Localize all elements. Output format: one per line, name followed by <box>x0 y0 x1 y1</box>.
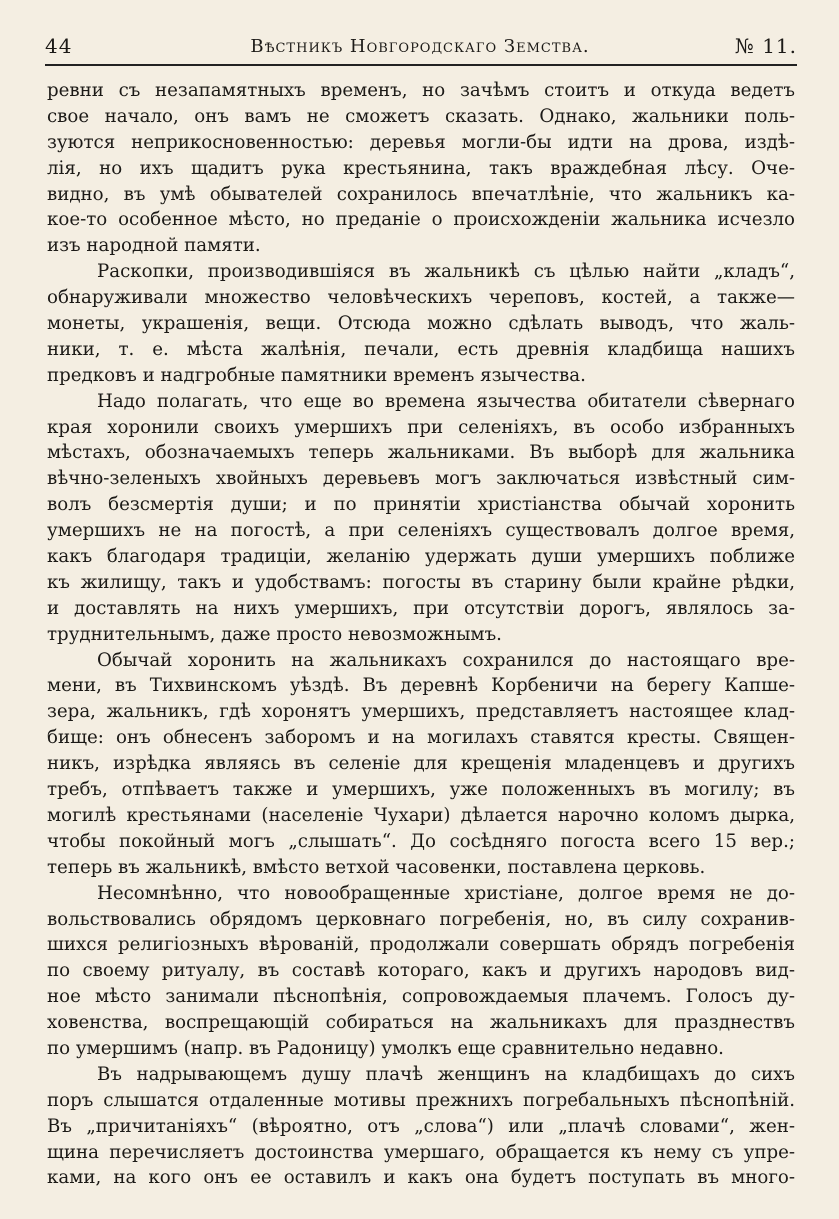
text-line: предковъ и надгробные памятники временъ язычества. <box>47 364 586 386</box>
text-line: щина перечисляетъ достоинства умершаго, обращается къ нему съ упре- <box>47 1141 795 1163</box>
text-line: ники, т. е. мѣста жалѣнія, печали, есть древнія кладбища нашихъ <box>47 338 795 360</box>
text-line: Надо полагать, что еще во времена язычества обитатели сѣвернаго <box>97 390 795 412</box>
text-line: Несомнѣнно, что новообращенные христіане, долгое время не до- <box>97 882 795 904</box>
text-line: изъ народной памяти. <box>47 235 261 257</box>
text-line: Въ надрывающемъ душу плачѣ женщинъ на кладбищахъ до сихъ <box>97 1063 795 1085</box>
text-line: волъ безсмертія души; и по принятіи христіанства обычай хоронить <box>47 494 795 516</box>
text-line: Въ „причитаніяхъ“ (вѣроятно, отъ „слова“) или „плачѣ словами“, жен- <box>47 1115 795 1137</box>
text-line: къ жилищу, такъ и удобствамъ: погосты въ старину были крайне рѣдки, <box>47 571 795 593</box>
text-line: видно, въ умѣ обывателей сохранилось впечатлѣніе, что жальникъ ка- <box>47 183 795 205</box>
text-line: края хоронили своихъ умершихъ при селеніяхъ, въ особо избранныхъ <box>47 416 795 438</box>
text-line: лія, но ихъ щадитъ рука крестьянина, такъ враждебная лѣсу. Оче- <box>47 157 795 179</box>
text-line: требъ, отпѣваетъ также и умершихъ, уже положенныхъ въ могилу; въ <box>47 779 795 801</box>
text-line: бище: онъ обнесенъ заборомъ и на могилахъ ставятся кресты. Священ- <box>47 727 795 749</box>
text-line: какъ благодаря традиціи, желанію удержать души умершихъ поближе <box>47 546 795 568</box>
text-line: обнаруживали множество человѣческихъ череповъ, костей, а также— <box>47 287 795 309</box>
text-line: поръ слышатся отдаленные мотивы прежнихъ погребальныхъ пѣснопѣній. <box>47 1089 795 1111</box>
text-line: зуются неприкосновенностью: деревья могли-бы идти на дрова, издѣ- <box>47 131 795 153</box>
text-line: по умершимъ (напр. въ Радоницу) умолкъ еще сравнительно недавно. <box>47 1037 724 1059</box>
text-line: ревни съ незапамятныхъ временъ, но зачѣмъ стоитъ и откуда ведетъ <box>47 80 795 101</box>
text-line: ное мѣсто занимали пѣснопѣнія, сопровождаемыя плачемъ. Голосъ ду- <box>47 986 795 1008</box>
text-line: вольствовались обрядомъ церковнаго погребенія, но, въ силу сохранив- <box>47 908 795 930</box>
text-line: шихся религіозныхъ вѣрованій, продолжали совершать обрядъ погребенія <box>47 934 795 956</box>
text-line: труднительнымъ, даже просто невозможнымъ. <box>47 623 502 645</box>
text-line: и доставлять на нихъ умершихъ, при отсутствіи дорогъ, являлось за- <box>47 597 795 619</box>
issue-number: № 11. <box>734 34 797 58</box>
text-line: мѣстахъ, обозначаемыхъ теперь жальниками. Въ выборѣ для жальника <box>47 442 795 464</box>
text-line: ховенства, воспрещающій собираться на жальникахъ для празднествъ <box>47 1012 795 1034</box>
text-line: теперь въ жальникѣ, вмѣсто ветхой часовенки, поставлена церковь. <box>47 856 706 878</box>
text-line: никъ, изрѣдка являясь въ селеніе для крещенія младенцевъ и другихъ <box>47 753 795 775</box>
text-line: кое-то особенное мѣсто, но преданіе о происхожденіи жальника исчезло <box>47 209 795 231</box>
running-title: Вѣстникъ Новгородскаго Земства. <box>250 36 590 57</box>
text-line: Обычай хоронить на жальникахъ сохранился до настоящаго вре- <box>97 649 795 671</box>
text-line: свое начало, онъ вамъ не сможетъ сказать. Однако, жальники поль- <box>47 105 795 127</box>
text-line: зера, жальникъ, гдѣ хоронятъ умершихъ, представляетъ настоящее клад- <box>47 701 795 723</box>
text-line: по своему ритуалу, въ составѣ котораго, какъ и другихъ народовъ вид- <box>47 960 795 982</box>
text-line: монеты, украшенія, вещи. Отсюда можно сдѣлать выводъ, что жаль- <box>47 313 795 335</box>
text-line: вѣчно-зеленыхъ хвойныхъ деревьевъ могъ заключаться извѣстный сим- <box>47 468 795 490</box>
text-line: чтобы покойный могъ „слышать“. До сосѣдняго погоста всего 15 вер.; <box>47 830 795 852</box>
text-line: мени, въ Тихвинскомъ уѣздѣ. Въ деревнѣ Корбеничи на берегу Капше- <box>47 675 795 697</box>
header-rule <box>45 64 797 66</box>
text-line: могилѣ крестьянами (населеніе Чухари) дѣлается нарочно коломъ дырка, <box>47 804 795 826</box>
text-line: ками, на кого онъ ее оставилъ и какъ она будетъ поступать въ много- <box>47 1167 795 1189</box>
page-header <box>45 34 797 64</box>
text-line: умершихъ не на погостѣ, а при селеніяхъ существовалъ долгое время, <box>47 520 795 542</box>
body-text <box>47 78 795 1191</box>
text-line: Раскопки, производившіяся въ жальникѣ съ цѣлью найти „кладъ“, <box>97 261 795 283</box>
page-number: 44 <box>45 34 73 58</box>
